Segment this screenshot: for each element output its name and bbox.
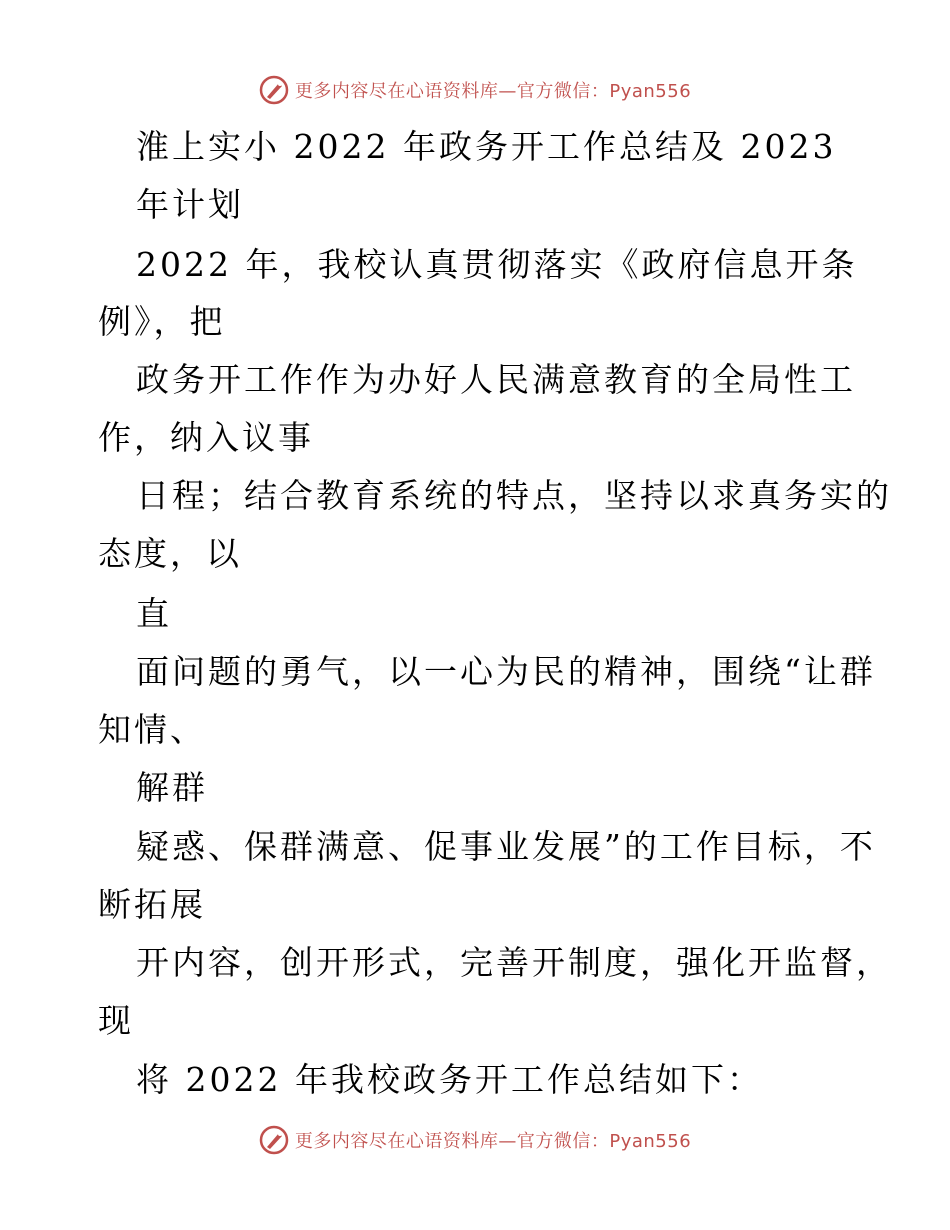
paragraph-line: 例》，把 [98,302,226,341]
paragraph-line: 日程；结合教育系统的特点，坚持以求真务实的 [136,476,892,515]
pen-nib-logo-icon [259,1125,289,1155]
paragraph-line: 态度，以 [98,534,242,573]
paragraph-line: 2022 年，我校认真贯彻落实《政府信息开条 [136,245,858,284]
document-title-line-2: 年计划 [136,185,244,224]
paragraph-line: 现 [98,1001,134,1040]
header-banner-text: 更多内容尽在心语资料库—官方微信：Pyan556 [294,81,692,102]
paragraph-line: 疑惑、保群满意、促事业发展”的工作目标，不 [136,827,876,866]
document-title-line-1: 淮上实小 2022 年政务开工作总结及 2023 [136,127,837,166]
paragraph-line: 政务开工作作为办好人民满意教育的全局性工 [136,360,856,399]
paragraph-line: 直 [136,594,172,633]
paragraph-line: 将 2022 年我校政务开工作总结如下： [136,1060,763,1099]
pen-nib-logo-icon [259,75,289,105]
paragraph-line: 面问题的勇气，以一心为民的精神，围绕“让群 [136,652,876,691]
footer-banner [0,1120,950,1160]
footer-banner-text: 更多内容尽在心语资料库—官方微信：Pyan556 [294,1131,692,1152]
header-banner [0,70,950,110]
paragraph-line: 作，纳入议事 [98,418,314,457]
paragraph-line: 解群 [136,768,208,807]
paragraph-line: 开内容，创开形式，完善开制度，强化开监督， [136,943,892,982]
paragraph-line: 断拓展 [98,885,206,924]
paragraph-line: 知情、 [98,710,206,749]
